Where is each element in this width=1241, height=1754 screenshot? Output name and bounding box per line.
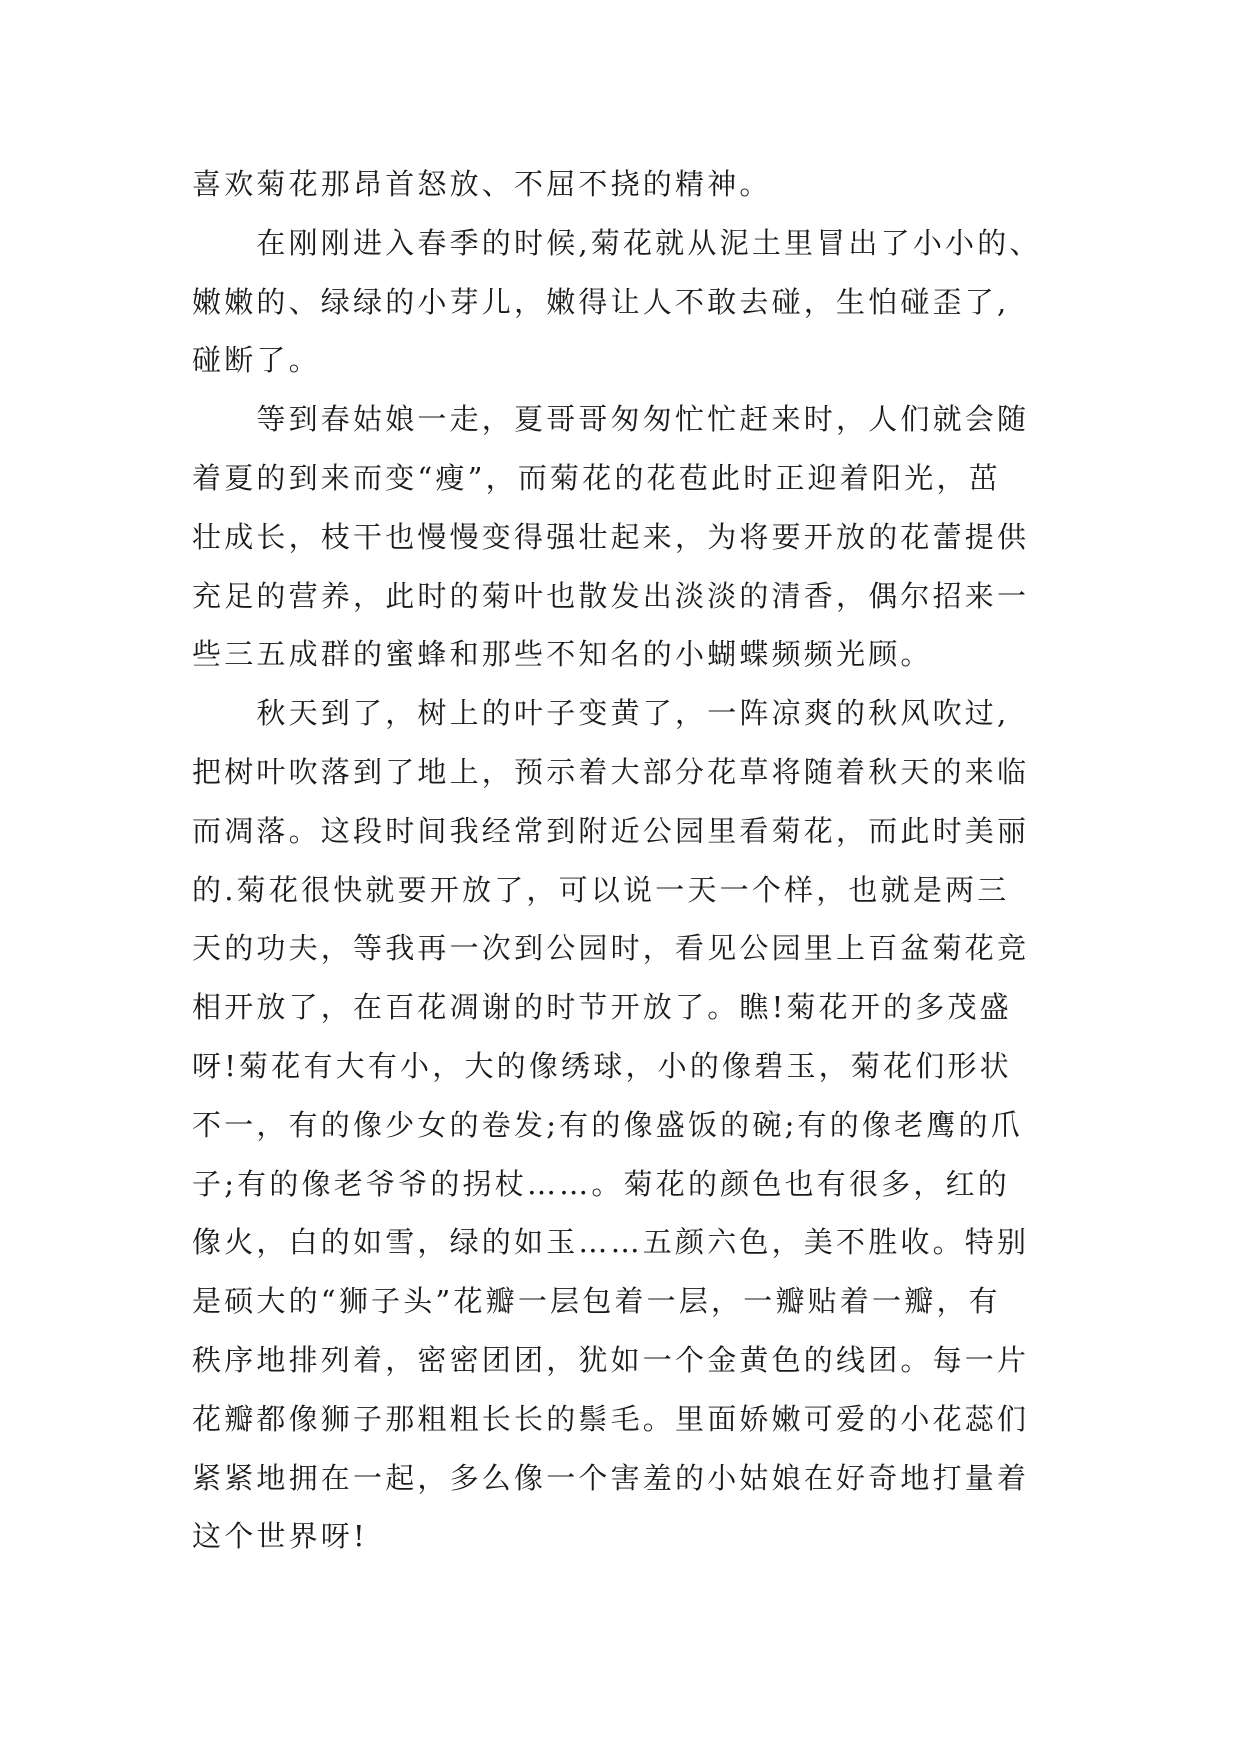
text-line: 的.菊花很快就要开放了，可以说一天一个样，也就是两三 — [192, 872, 1010, 907]
text-line: 这个世界呀! — [192, 1519, 368, 1554]
text-line: 天的功夫，等我再一次到公园时，看见公园里上百盆菊花竞 — [192, 931, 1030, 966]
text-line: 不一，有的像少女的卷发;有的像盛饭的碗;有的像老鹰的爪 — [192, 1107, 1023, 1142]
text-line: 在刚刚进入春季的时候,菊花就从泥土里冒出了小小的、 — [192, 225, 1042, 260]
text-line: 花瓣都像狮子那粗粗长长的鬃毛。里面娇嫩可爱的小花蕊们 — [192, 1401, 1030, 1436]
text-line: 呀!菊花有大有小，大的像绣球，小的像碧玉，菊花们形状 — [192, 1048, 1012, 1083]
text-line: 是硕大的“狮子头”花瓣一层包着一层，一瓣贴着一瓣，有 — [192, 1284, 1001, 1319]
text-line: 充足的营养，此时的菊叶也散发出淡淡的清香，偶尔招来一 — [192, 578, 1030, 613]
essay-text — [192, 155, 1092, 1566]
text-line: 着夏的到来而变“瘦”，而菊花的花苞此时正迎着阳光，茁 — [192, 460, 1001, 495]
text-line: 秋天到了，树上的叶子变黄了，一阵凉爽的秋风吹过, — [192, 696, 1010, 731]
text-line: 秩序地排列着，密密团团，犹如一个金黄色的线团。每一片 — [192, 1342, 1030, 1377]
text-line: 紧紧地拥在一起，多么像一个害羞的小姑娘在好奇地打量着 — [192, 1460, 1030, 1495]
text-line: 把树叶吹落到了地上，预示着大部分花草将随着秋天的来临 — [192, 754, 1030, 789]
text-line: 子;有的像老爷爷的拐杖……。菊花的颜色也有很多，红的 — [192, 1166, 1010, 1201]
text-line: 像火，白的如雪，绿的如玉……五颜六色，美不胜收。特别 — [192, 1225, 1030, 1260]
text-line: 而凋落。这段时间我经常到附近公园里看菊花，而此时美丽 — [192, 813, 1030, 848]
text-line: 些三五成群的蜜蜂和那些不知名的小蝴蝶频频光顾。 — [192, 637, 933, 672]
text-line: 相开放了，在百花凋谢的时节开放了。瞧!菊花开的多茂盛 — [192, 990, 1012, 1025]
text-line: 壮成长，枝干也慢慢变得强壮起来，为将要开放的花蕾提供 — [192, 519, 1030, 554]
text-line: 嫩嫩的、绿绿的小芽儿，嫩得让人不敢去碰，生怕碰歪了, — [192, 284, 1010, 319]
text-line: 等到春姑娘一走，夏哥哥匆匆忙忙赶来时，人们就会随 — [192, 402, 1030, 437]
text-line: 碰断了。 — [192, 343, 321, 378]
text-line: 喜欢菊花那昂首怒放、不屈不挠的精神。 — [192, 167, 772, 201]
